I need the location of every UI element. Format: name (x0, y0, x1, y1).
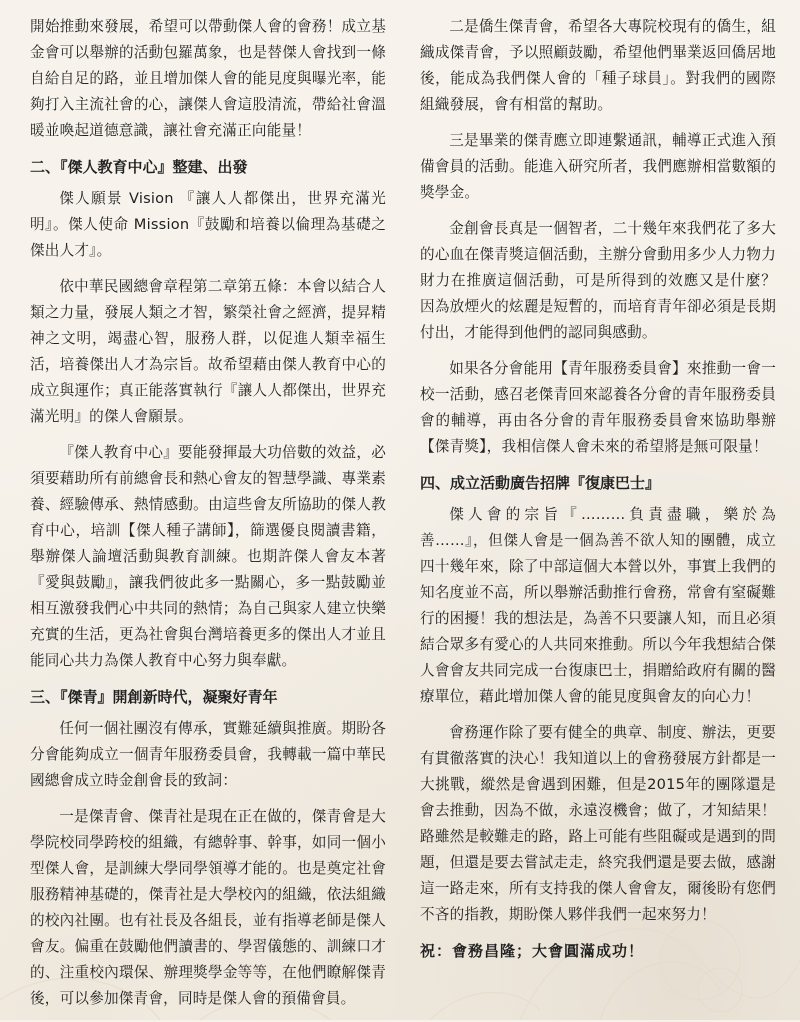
paragraph: 二是僑生傑青會，希望各大專院校現有的僑生，組織成傑青會，予以照顧鼓勵，希望他們畢業返回僑居地後，能成為我們傑人會的「種子球員」。對我們的國際組織發展，會有相當的幫助。 (420, 18, 776, 113)
paragraph: 依中華民國總會章程第二章第五條：本會以結合人類之力量，發展人類之才智，繁榮社會之經濟，提昇精神之文明，竭盡心智，服務人群，以促進人類幸福生活，培養傑出人才為宗旨。故希望藉由傑人教育中心的成立與運作；真正能落實執行『讓人人都傑出，世界充滿光明』的傑人會願景。 (30, 278, 386, 425)
paragraph: 『傑人教育中心』要能發揮最大功倍數的效益，必須要藉助所有前總會長和熱心會友的智慧學識、專業素養、經驗傳承、熱情感動。由這些會友所協助的傑人教育中心，培訓【傑人種子講師】，篩選優良閱讀書籍，舉辦傑人論壇活動與教育訓練。也期許傑人會友本著『愛與鼓勵』，讓我們彼此多一點關心，多一點鼓勵並相互激發我們心中共同的熱情；為自己與家人建立快樂充實的生活，更為社會與台灣培養更多的傑出人才並且能同心共力為傑人教育中心努力與奉獻。 (30, 444, 386, 669)
paragraph: 開始推動來發展，希望可以帶動傑人會的會務！成立基金會可以舉辦的活動包羅萬象，也是替傑人會找到一條自給自足的路，並且增加傑人會的能見度與曝光率，能夠打入主流社會的心，讓傑人會這股清流，帶給社會溫暖並喚起道德意識，讓社會充滿正向能量！ (30, 18, 386, 139)
paragraph: 傑人會的宗旨『………負責盡職，樂於為善……』，但傑人會是一個為善不欲人知的團體，成立四十幾年來，除了中部這個大本營以外，事實上我們的知名度並不高，所以舉辦活動推行會務，常會有窒礙難行的困擾！我的想法是，為善不只要讓人知，而且必須結合眾多有愛心的人共同來推動。所以今年我想結合傑人會會友共同完成一台復康巴士，捐贈給政府有關的醫療單位，藉此增加傑人會的能見度與會友的向心力！ (420, 506, 776, 705)
paragraph: 會務運作除了要有健全的典章、制度、辦法，更要有貫徹落實的決心！我知道以上的會務發展方針都是一大挑戰，縱然是會遇到困難，但是2015年的團隊還是會去推動，因為不做，永遠沒機會；做了，才知結果！路雖然是較難走的路，路上可能有些阻礙或是遇到的問題，但還是要去嘗試走走，終究我們還是要去做，感謝這一路走來，所有支持我的傑人會會友，爾後盼有您們不吝的指教，期盼傑人夥伴我們一起來努力！ (420, 724, 776, 923)
section-heading-education-center: 二、『傑人教育中心』整建、出發 (30, 158, 248, 176)
section-heading-youth: 三、『傑青』開創新時代，凝聚好青年 (30, 688, 278, 706)
paragraph: 一是傑青會、傑青社是現在正在做的，傑青會是大學院校同學跨校的組織，有總幹事、幹事，如同一個小型傑人會，是訓練大學同學領導才能的。也是奠定社會服務精神基礎的，傑青社是大學校內的組織，依法組織的校內社團。也有社長及各組長，並有指導老師是傑人會友。偏重在鼓勵他們讀書的、學習儀態的、訓練口才的、注重校內環保、辦理獎學金等等，在他們瞭解傑青後，可以參加傑青會，同時是傑人會的預備會員。 (30, 808, 386, 1007)
left-column (30, 14, 386, 1022)
paragraph: 如果各分會能用【青年服務委員會】來推動一會一校一活動，感召老傑青回來認養各分會的青年服務委員會的輔導，再由各分會的青年服務委員會來協助舉辦【傑青獎】，我相信傑人會未來的希望將是無可限量！ (420, 360, 776, 455)
closing-blessing: 祝：會務昌隆；大會圓滿成功！ (420, 942, 645, 960)
right-column (420, 14, 776, 974)
paragraph: 傑人願景 Vision 『讓人人都傑出，世界充滿光明』。傑人使命 Mission『鼓勵和培養以倫理為基礎之傑出人才』。 (30, 190, 386, 259)
paragraph: 任何一個社團沒有傳承，實難延續與推廣。期盼各分會能夠成立一個青年服務委員會，我轉載一篇中華民國總會成立時金創會長的致詞： (30, 720, 386, 789)
paragraph: 三是畢業的傑青應立即連繫通訊，輔導正式進入預備會員的活動。能進入研究所者，我們應辦相當數額的獎學金。 (420, 132, 776, 201)
paragraph: 金創會長真是一個智者，二十幾年來我們花了多大的心血在傑青獎這個活動，主辦分會動用多少人力物力財力在推廣這個活動，可是所得到的效應又是什麼？ 因為放煙火的炫麗是短暫的，而培育青年卻必須是長期付出，才能得到他們的認同與感動。 (420, 220, 776, 341)
section-heading-rehab-bus: 四、成立活動廣告招牌『復康巴士』 (420, 474, 661, 492)
